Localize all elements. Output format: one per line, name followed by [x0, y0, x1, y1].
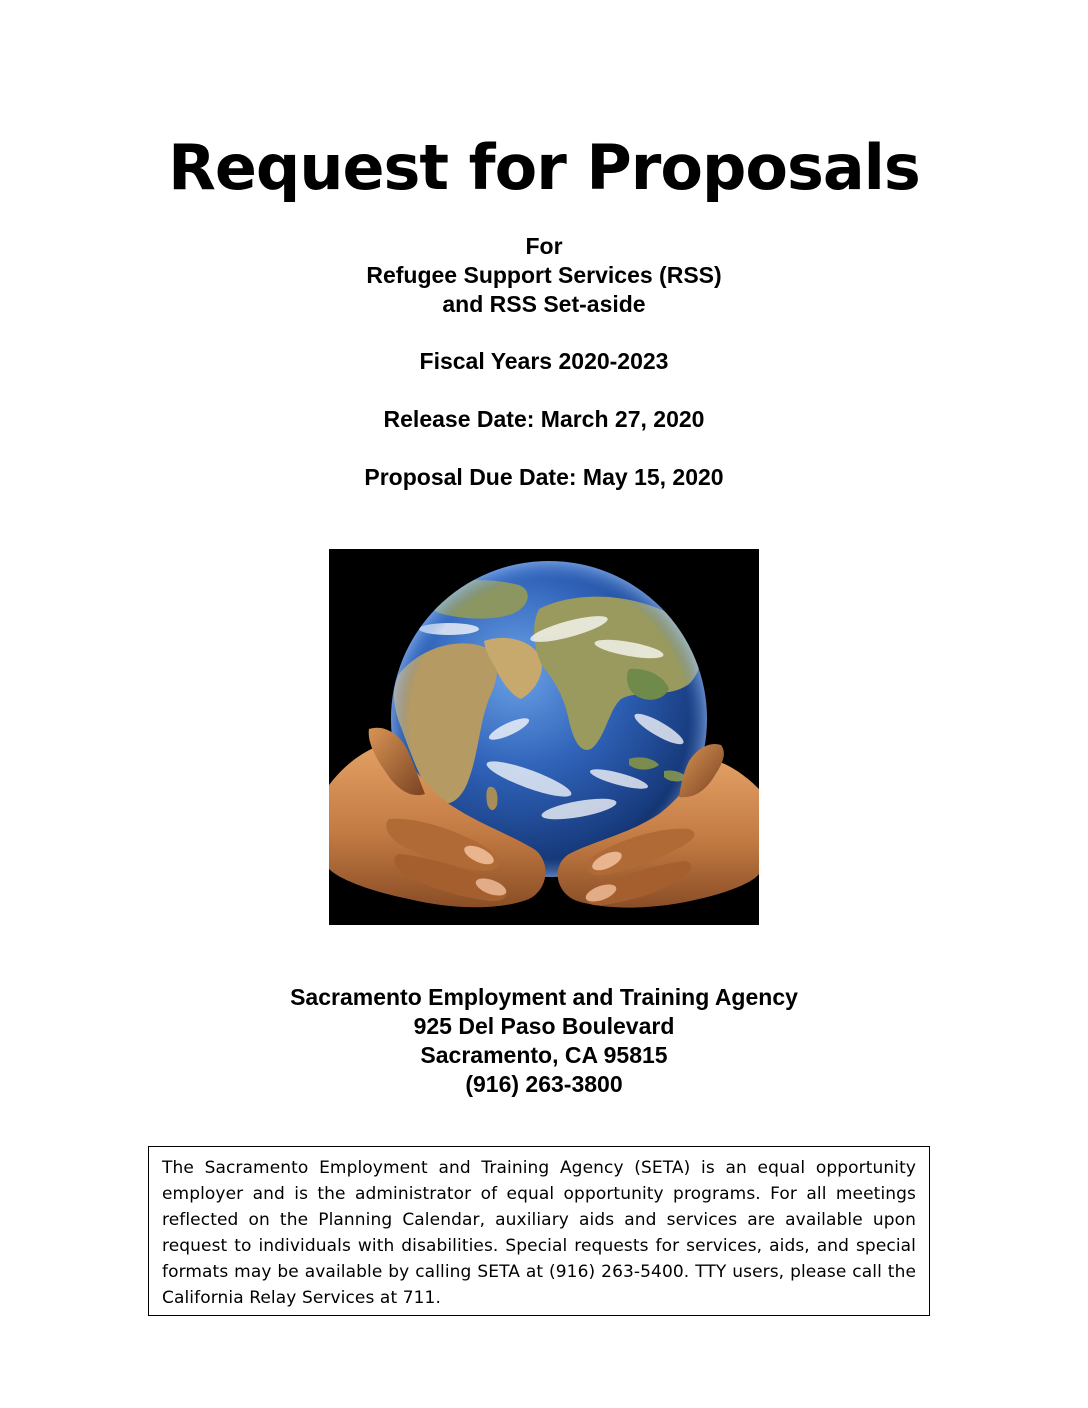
agency-phone: (916) 263-3800 — [465, 1071, 623, 1097]
notice-text: The Sacramento Employment and Training Agency (SETA) is an equal opportunity employer and is the administrator of equal opportunity programs. For all meetings reflected on the Planning Calendar, auxiliary aids and services are available upon request to individuals with disabilities. Special requests for services, aids, and special formats may be available by calling SETA at (916) 263-5400. TTY users, please call the California Relay Services at 711. — [162, 1158, 916, 1308]
agency-address-block — [0, 983, 1088, 1099]
for-label: For — [525, 233, 563, 259]
globe-in-hands-photo — [329, 549, 759, 925]
agency-city-state-zip: Sacramento, CA 95815 — [420, 1042, 668, 1068]
program-name-line-1: Refugee Support Services (RSS) — [366, 262, 722, 288]
agency-name: Sacramento Employment and Training Agency — [290, 984, 798, 1010]
release-date: Release Date: March 27, 2020 — [383, 406, 705, 432]
agency-street: 925 Del Paso Boulevard — [413, 1013, 675, 1039]
document-title: Request for Proposals — [168, 131, 920, 204]
equal-opportunity-notice — [148, 1146, 930, 1316]
fiscal-years: Fiscal Years 2020-2023 — [419, 348, 669, 374]
program-name-line-2: and RSS Set-aside — [442, 291, 646, 317]
proposal-due-date: Proposal Due Date: May 15, 2020 — [364, 464, 724, 490]
